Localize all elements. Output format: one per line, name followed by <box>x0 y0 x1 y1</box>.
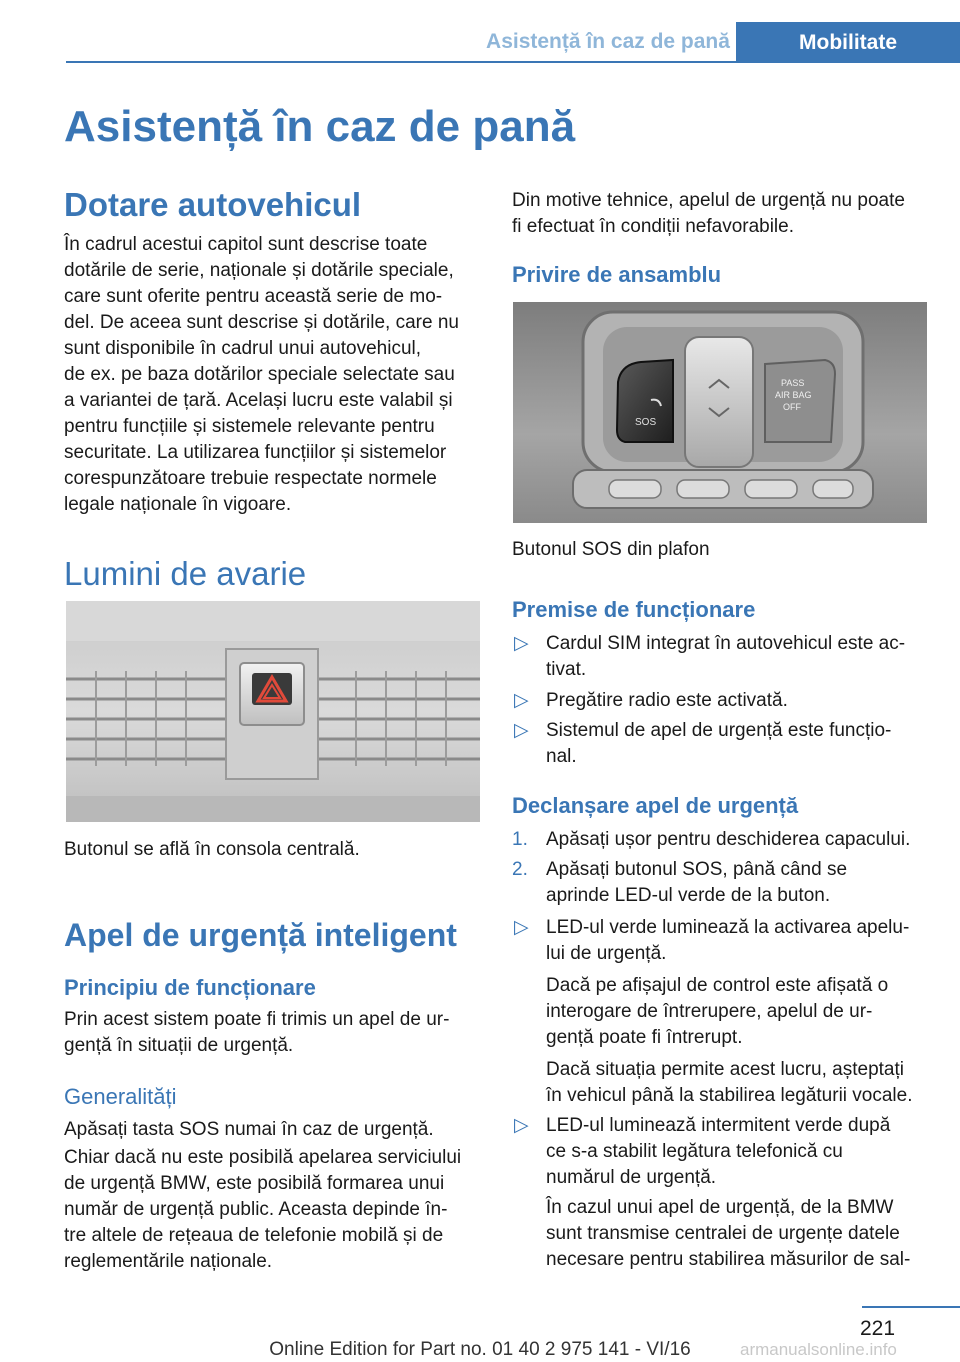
step-number: 1. <box>512 829 528 850</box>
dotare-paragraph <box>64 232 484 518</box>
heading-lumini-avarie: Lumini de avarie <box>64 555 307 592</box>
heading-privire: Privire de ansamblu <box>512 262 722 287</box>
airbag-label: AIR BAG <box>775 390 812 400</box>
bullet-icon: ▷ <box>514 633 529 654</box>
footer-rule <box>862 1306 960 1308</box>
step-item <box>546 857 942 909</box>
text-line: gență în situații de urgență. <box>64 1035 294 1056</box>
led-sub-paragraph <box>546 973 942 1051</box>
hazard-button-photo <box>66 601 480 822</box>
text-line: pentru funcțiile și sistemele relevante pentru <box>64 416 435 437</box>
text-line: Prin acest sistem poate fi trimis un apel de ur‐ <box>64 1009 450 1030</box>
text-line: Pregătire radio este activată. <box>546 690 788 711</box>
page-title: Asistență în caz de pană <box>64 102 576 151</box>
text-line: număr de urgență public. Aceasta depinde în‐ <box>64 1199 448 1220</box>
header-section-title: Asistență în caz de pană <box>486 30 730 53</box>
heading-declansare: Declanșare apel de urgență <box>512 793 799 818</box>
text-line: de ex. pe baza dotărilor speciale selectate sau <box>64 364 455 385</box>
text-line: de urgență BMW, este posibilă formarea unui <box>64 1173 445 1194</box>
heading-apel-urgenta: Apel de urgență inteligent <box>64 917 457 953</box>
text-line: dotările de serie, naționale și dotările speciale, <box>64 260 454 281</box>
footer-edition: Online Edition for Part no. 01 40 2 975 141 - VI/16 <box>269 1339 691 1360</box>
text-line: Chiar dacă nu este posibilă apelarea serviciului <box>64 1147 462 1168</box>
text-line: gență poate fi întrerupt. <box>546 1027 743 1048</box>
led-sub-paragraph <box>546 1057 946 1109</box>
step-number: 2. <box>512 859 528 880</box>
hazard-caption: Butonul se află în consola centrală. <box>64 839 360 860</box>
text-line: aprinde LED-ul verde de la buton. <box>546 885 831 906</box>
sos-caption: Butonul SOS din plafon <box>512 539 710 560</box>
text-line: corespunzătoare trebuie respectate normele <box>64 468 437 489</box>
text-line: în vehicul până la stabilirea legăturii vocale. <box>546 1085 913 1106</box>
text-line: fi efectuat în condiții nefavorabile. <box>512 216 795 237</box>
sos-label: SOS <box>635 417 657 428</box>
premise-item <box>546 718 942 770</box>
hazard-photo-illustration <box>66 601 480 822</box>
premise-item <box>546 631 942 683</box>
text-line: care sunt oferite pentru această serie de mo‐ <box>64 286 443 307</box>
intro-paragraph <box>512 188 942 240</box>
generalitati-p1: Apăsați tasta SOS numai în caz de urgență. <box>64 1119 434 1140</box>
off-label: OFF <box>783 402 801 412</box>
text-line: reglementările naționale. <box>64 1251 273 1272</box>
text-line: securitate. La utilizarea funcțiilor și sistemelor <box>64 442 447 463</box>
pass-label: PASS <box>781 378 805 388</box>
text-line: ce s-a stabilit legătura telefonică cu <box>546 1141 843 1162</box>
text-line: nal. <box>546 746 577 767</box>
premise-item <box>546 688 942 714</box>
step-item <box>546 827 942 853</box>
sos-button-photo <box>513 302 927 523</box>
led-item <box>546 915 942 967</box>
text-line: LED-ul luminează intermitent verde după <box>546 1115 891 1136</box>
text-line: a variantei de țară. Același lucru este valabil și <box>64 390 453 411</box>
watermark: armanualsonline.info <box>740 1340 897 1359</box>
sos-photo-illustration <box>513 302 927 523</box>
text-line: Apăsați butonul SOS, până când se <box>546 859 848 880</box>
generalitati-p2 <box>64 1145 484 1275</box>
text-line: necesare pentru stabilirea măsurilor de sal‐ <box>546 1249 911 1270</box>
text-line: sunt disponibile în cadrul unui autovehicul, <box>64 338 422 359</box>
header-chapter-tab: Mobilitate <box>736 22 960 63</box>
heading-premise: Premise de funcționare <box>512 597 756 622</box>
text-line: Sistemul de apel de urgență este funcțio‐ <box>546 720 892 741</box>
text-line: În cazul unui apel de urgență, de la BMW <box>546 1197 894 1218</box>
page-number: 221 <box>860 1317 896 1340</box>
bullet-icon: ▷ <box>514 720 529 741</box>
text-line: Din motive tehnice, apelul de urgență nu poate <box>512 190 905 211</box>
bullet-icon: ▷ <box>514 1115 529 1136</box>
text-line: Apăsați ușor pentru deschiderea capacului. <box>546 829 911 850</box>
bullet-icon: ▷ <box>514 917 529 938</box>
text-line: tivat. <box>546 659 587 680</box>
text-line: În cadrul acestui capitol sunt descrise toate <box>64 234 428 255</box>
blink-sub-paragraph <box>546 1195 946 1273</box>
heading-dotare: Dotare autovehicul <box>64 186 362 223</box>
text-line: tre altele de rețeaua de telefonie mobilă și de <box>64 1225 444 1246</box>
principiu-paragraph <box>64 1007 484 1059</box>
text-line: Dacă situația permite acest lucru, așteptați <box>546 1059 905 1080</box>
blink-item <box>546 1113 942 1191</box>
text-line: del. De aceea sunt descrise și dotările, care nu <box>64 312 459 333</box>
heading-principiu: Principiu de funcționare <box>64 975 316 1000</box>
text-line: Dacă pe afișajul de control este afișată o <box>546 975 889 996</box>
heading-generalitati: Generalități <box>64 1084 177 1109</box>
text-line: Cardul SIM integrat în autovehicul este ac‐ <box>546 633 906 654</box>
text-line: lui de urgență. <box>546 943 667 964</box>
text-line: sunt transmise centralei de urgențe datele <box>546 1223 900 1244</box>
bullet-icon: ▷ <box>514 690 529 711</box>
text-line: legale naționale în vigoare. <box>64 494 292 515</box>
text-line: interogare de întrerupere, apelul de ur‐ <box>546 1001 873 1022</box>
text-line: numărul de urgență. <box>546 1167 717 1188</box>
text-line: LED-ul verde luminează la activarea apelu‐ <box>546 917 910 938</box>
